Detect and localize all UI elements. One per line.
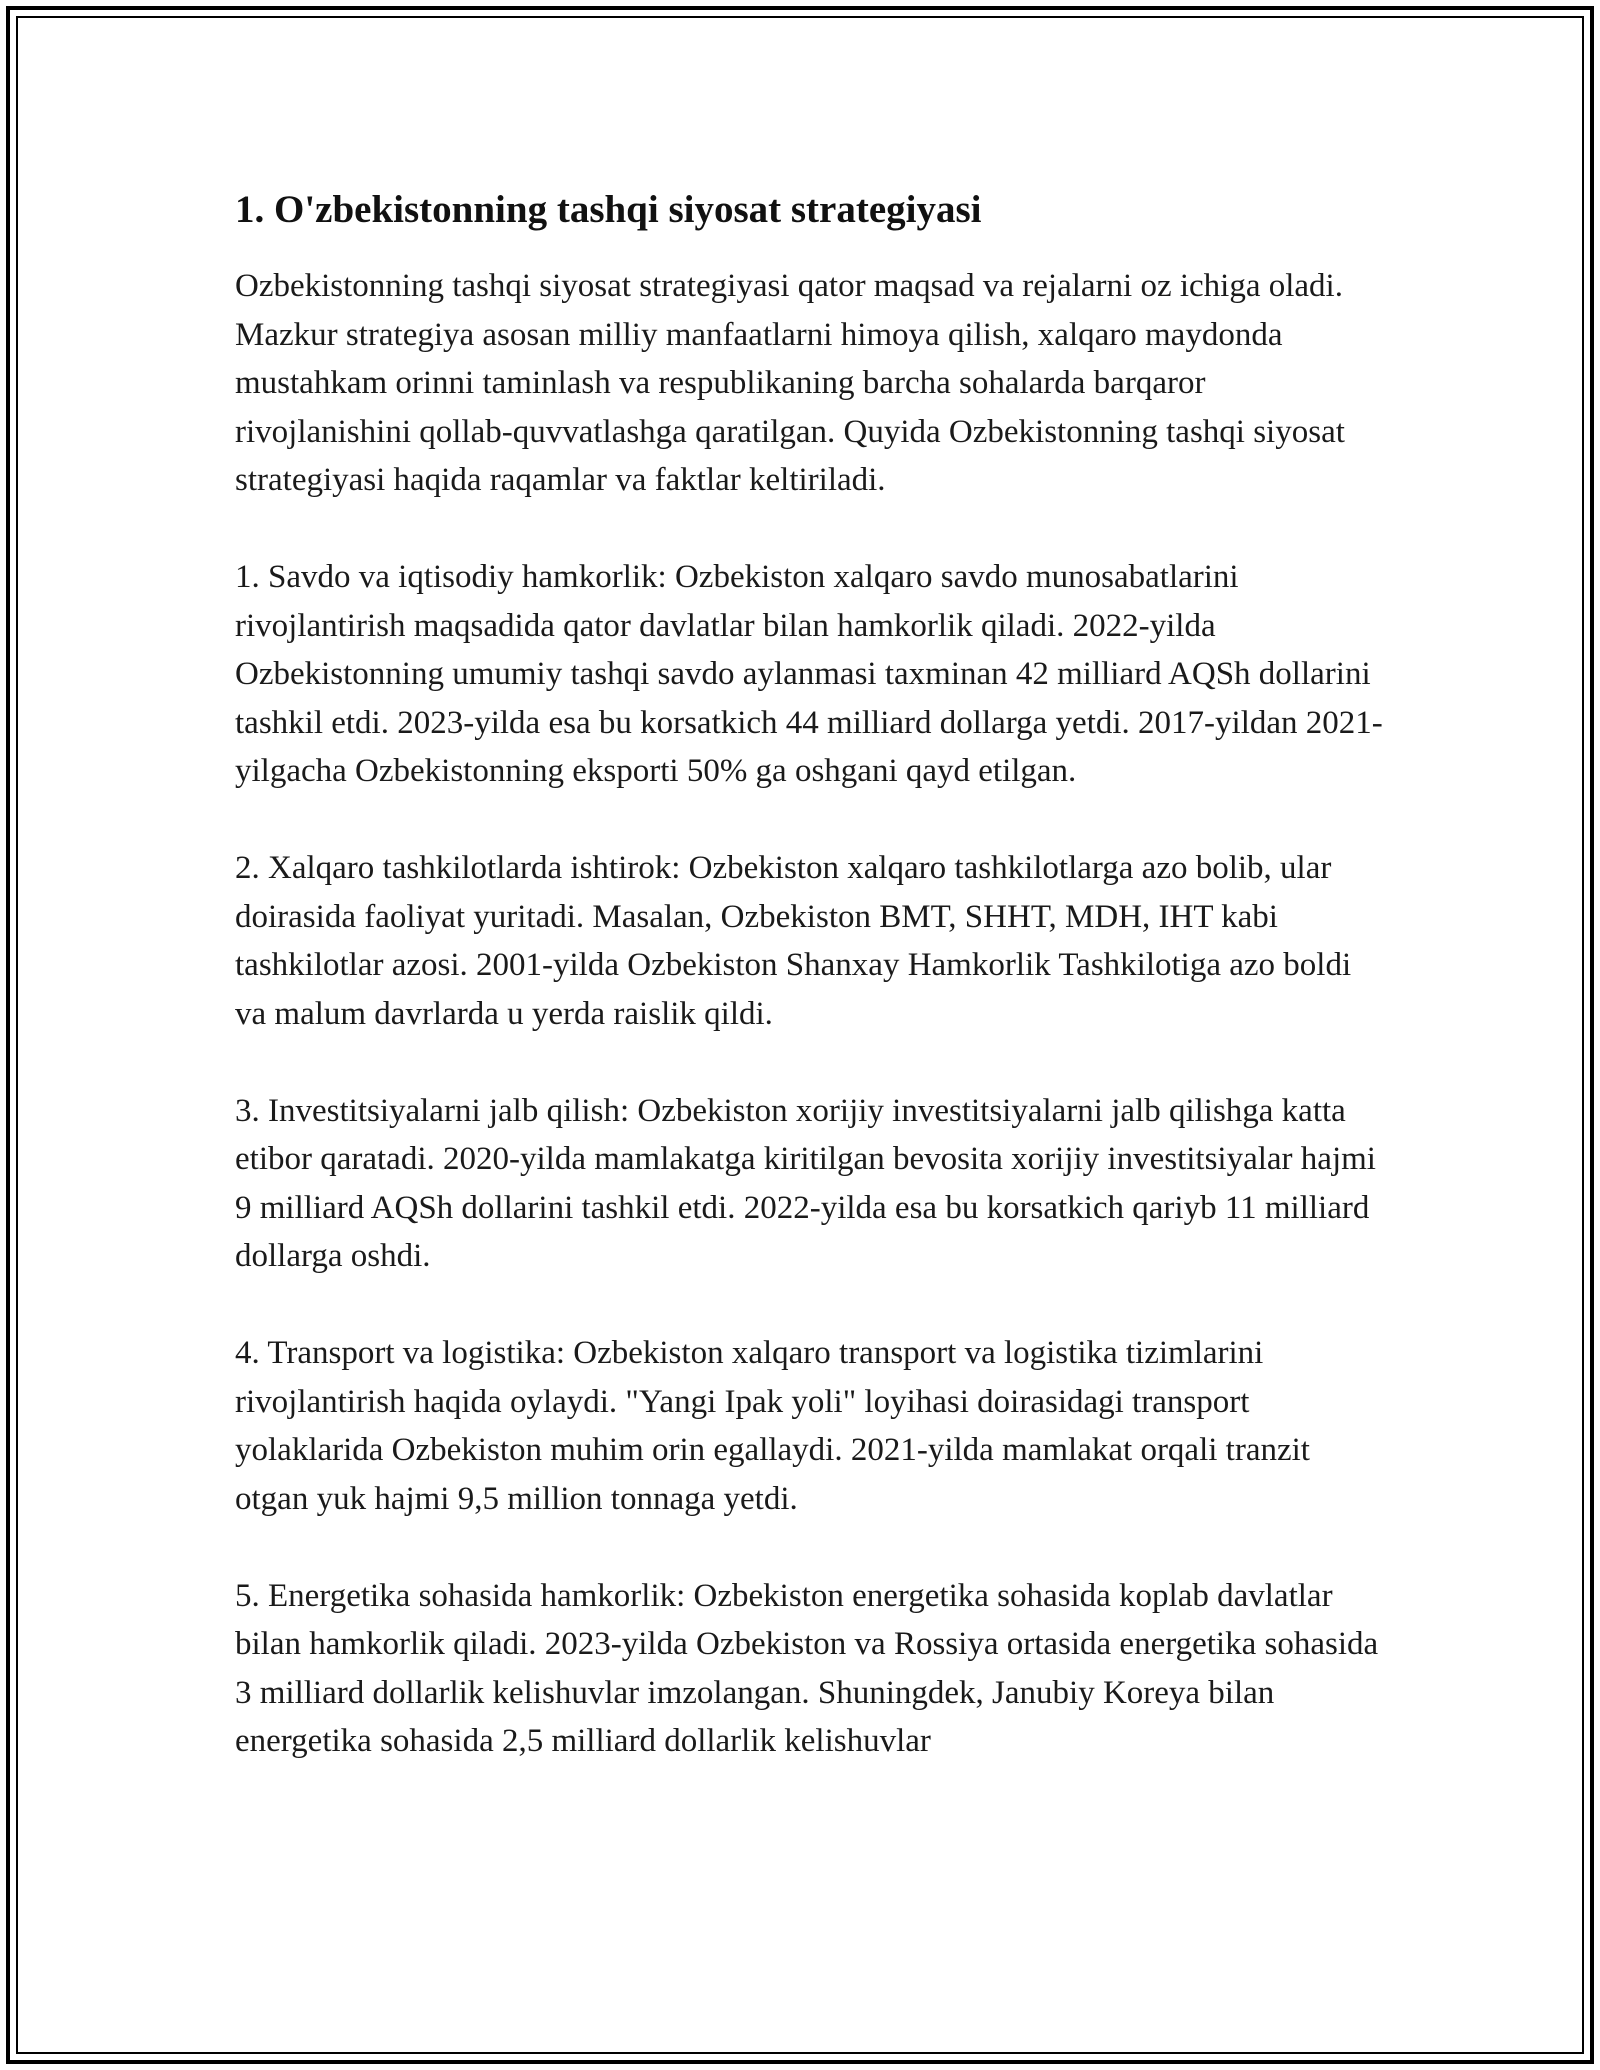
paragraph-transport-logistics: 4. Transport va logistika: Ozbekiston xalqaro transport va logistika tizimlarini rivojlantirish haqida oylaydi. "Yangi Ipak yoli" loyihasi doirasidagi transport yolaklarida Ozbekiston muhim orin egallaydi. 2021-yilda mamlakat orqali tranzit otgan yuk hajmi 9,5 million tonnaga yetdi. (235, 1335, 1310, 1517)
paragraph-investments: 3. Investitsiyalarni jalb qilish: Ozbekiston xorijiy investitsiyalarni jalb qilishga katta etibor qaratadi. 2020-yilda mamlakatga kiritilgan bevosita xorijiy investitsiyalar hajmi 9 milliard AQSh dollarini tashkil etdi. 2022-yilda esa bu korsatkich qariyb 11 milliard dollarga oshdi. (235, 1092, 1376, 1274)
paragraph-energy-cooperation: 5. Energetika sohasida hamkorlik: Ozbekiston energetika sohasida koplab davlatlar bilan hamkorlik qiladi. 2023-yilda Ozbekiston va Rossiya ortasida energetika sohasida 3 milliard dollarlik kelishuvlar imzolangan. Shuningdek, Janubiy Koreya bilan energetika sohasida 2,5 milliard dollarlik kelishuvlar (235, 1577, 1379, 1759)
intro-paragraph: Ozbekistonning tashqi siyosat strategiyasi qator maqsad va rejalarni oz ichiga oladi. Mazkur strategiya asosan milliy manfaatlarni himoya qilish, xalqaro maydonda mustahkam orinni taminlash va respublikaning barcha sohalarda barqaror rivojlanishini qollab-quvvatlashga qaratilgan. Quyida Ozbekistonning tashqi siyosat strategiyasi haqida raqamlar va faktlar keltiriladi. (235, 268, 1345, 498)
document-body (235, 186, 1385, 1814)
document-title: 1. O'zbekistonning tashqi siyosat strategiyasi (235, 188, 982, 231)
paragraph-international-organizations: 2. Xalqaro tashkilotlarda ishtirok: Ozbekiston xalqaro tashkilotlarga azo bolib, ular doirasida faoliyat yuritadi. Masalan, Ozbekiston BMT, SHHT, MDH, IHT kabi tashkilotlar azosi. 2001-yilda Ozbekiston Shanxay Hamkorlik Tashkilotiga azo boldi va malum davrlarda u yerda raislik qildi. (235, 850, 1352, 1032)
paragraph-trade-cooperation: 1. Savdo va iqtisodiy hamkorlik: Ozbekiston xalqaro savdo munosabatlarini rivojlantirish maqsadida qator davlatlar bilan hamkorlik qiladi. 2022-yilda Ozbekistonning umumiy tashqi savdo aylanmasi taxminan 42 milliard AQSh dollarini tashkil etdi. 2023-yilda esa bu korsatkich 44 milliard dollarga yetdi. 2017-yildan 2021-yilgacha Ozbekistonning eksporti 50% ga oshgani qayd etilgan. (235, 559, 1383, 789)
